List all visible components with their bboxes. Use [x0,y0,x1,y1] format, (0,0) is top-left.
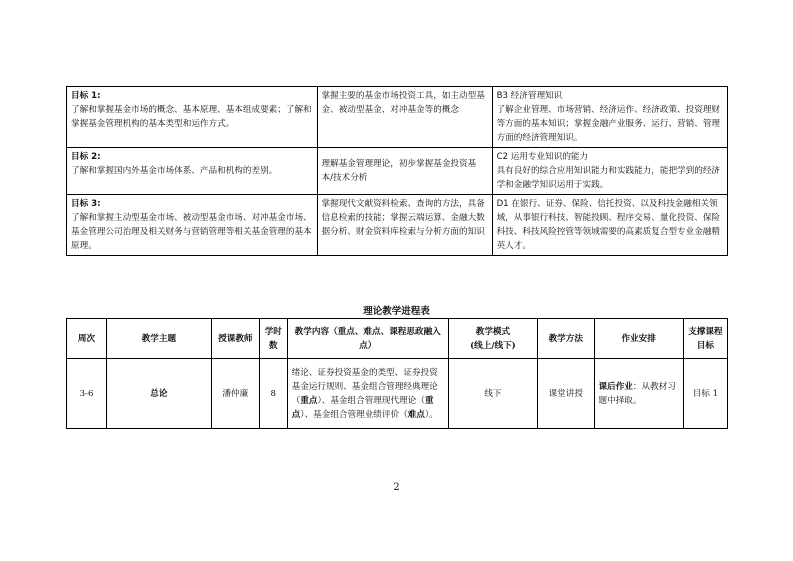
cell-content [287,359,448,429]
goal-description: 了解和掌握国内外基金市场体系、产品和机构的差别。 [71,166,278,176]
goal-right-cell [492,195,727,256]
header-target: 支撑课程目标 [683,319,727,359]
cell-teacher: 潘仲廉 [211,359,259,429]
content-part: ）、基金组合管理业绩评价（ [300,409,408,420]
cell-week: 3-6 [67,359,107,429]
content-difficult-point: 难点 [407,409,425,420]
header-teacher: 授课教师 [211,319,259,359]
header-method: 教学方法 [538,319,594,359]
header-content: 教学内容（重点、难点、课程思政融入点） [287,319,448,359]
content-key-point: 重点 [300,395,318,406]
goal-right-cell [492,87,727,148]
header-hours: 学时数 [259,319,287,359]
goal-middle-text: 理解基金管理理论，初步掌握基金投资基本/技术分析 [321,159,477,183]
header-mode [448,319,537,359]
cell-hours: 8 [259,359,287,429]
page-number: 2 [393,482,400,493]
schedule-header-row [67,319,728,359]
goal-middle-cell [317,87,492,148]
goal-right-description: 具有良好的综合应用知识能力和实践能力，能把学到的经济学和金融学知识运用于实践。 [496,166,721,190]
teaching-schedule-table [66,318,728,429]
goal-cell [67,195,318,256]
goal-description: 了解和掌握基金市场的概念、基本原理、基本组成要素；了解和掌握基金管理机构的基本类型和运作方式。 [71,105,312,129]
goal-row [67,87,728,148]
goal-title: 目标 2: [71,152,101,162]
course-goals-table [66,86,728,256]
goal-right-description: D1 在银行、证券、保险、信托投资、以及科技金融相关领域，从事银行科技、智能投顾、程序交易、量化投资、保险科技、科技风险控管等领域需要的高素质复合型专业金融精英人才。 [496,199,721,251]
goal-title: 目标 3: [71,199,101,209]
schedule-row [67,359,728,429]
homework-text: ：从教材习题中择取。 [598,381,676,406]
header-topic: 教学主题 [107,319,212,359]
goal-right-title: C2 运用专业知识的能力 [496,152,589,162]
header-mode-label: 教学模式 [475,326,511,337]
header-homework: 作业安排 [594,319,683,359]
content-part: ）、基金组合管理现代理论（ [317,395,425,406]
goal-cell [67,148,318,195]
goal-row [67,195,728,256]
goal-right-title: B3 经济管理知识 [496,91,563,101]
goal-middle-text: 掌握现代文献资料检索、查询的方法，具备信息检索的技能；掌握云端运算、金融大数据分析、财金资料库检索与分析方面的知识 [321,199,485,237]
goal-cell [67,87,318,148]
schedule-title: 理论教学进程表 [363,306,430,317]
goal-right-description: 了解企业管理、市场营销、经济运作、经济政策、投资理财等方面的基本知识；掌握金融产业服务、运行、营销、管理方面的经济管理知识。 [496,105,721,143]
cell-topic: 总论 [107,359,212,429]
header-mode-sub: (线上/线下) [470,340,516,351]
goal-title: 目标 1: [71,91,101,101]
goal-middle-cell [317,148,492,195]
cell-target: 目标 1 [683,359,727,429]
goal-description: 了解和掌握主动型基金市场、被动型基金市场、对冲基金市场、基金管理公司治理及相关财务与营销管理等相关基金管理的基本原理。 [71,213,312,251]
goal-middle-cell [317,195,492,256]
goal-middle-text: 掌握主要的基金市场投资工具，如主动型基金、被动型基金、对冲基金等的概念 [321,91,485,115]
cell-mode: 线下 [448,359,537,429]
cell-method: 课堂讲授 [538,359,594,429]
homework-label: 课后作业 [598,381,633,392]
content-part: 绪论、证券投资基金的类型、证券投资基金运行规则、基金组合管理经典理论（ [291,367,438,406]
header-week: 周次 [67,319,107,359]
content-part: ）。 [424,409,438,420]
content-key-point: 重点 [291,395,434,420]
goal-right-cell [492,148,727,195]
goal-row [67,148,728,195]
cell-homework [594,359,683,429]
